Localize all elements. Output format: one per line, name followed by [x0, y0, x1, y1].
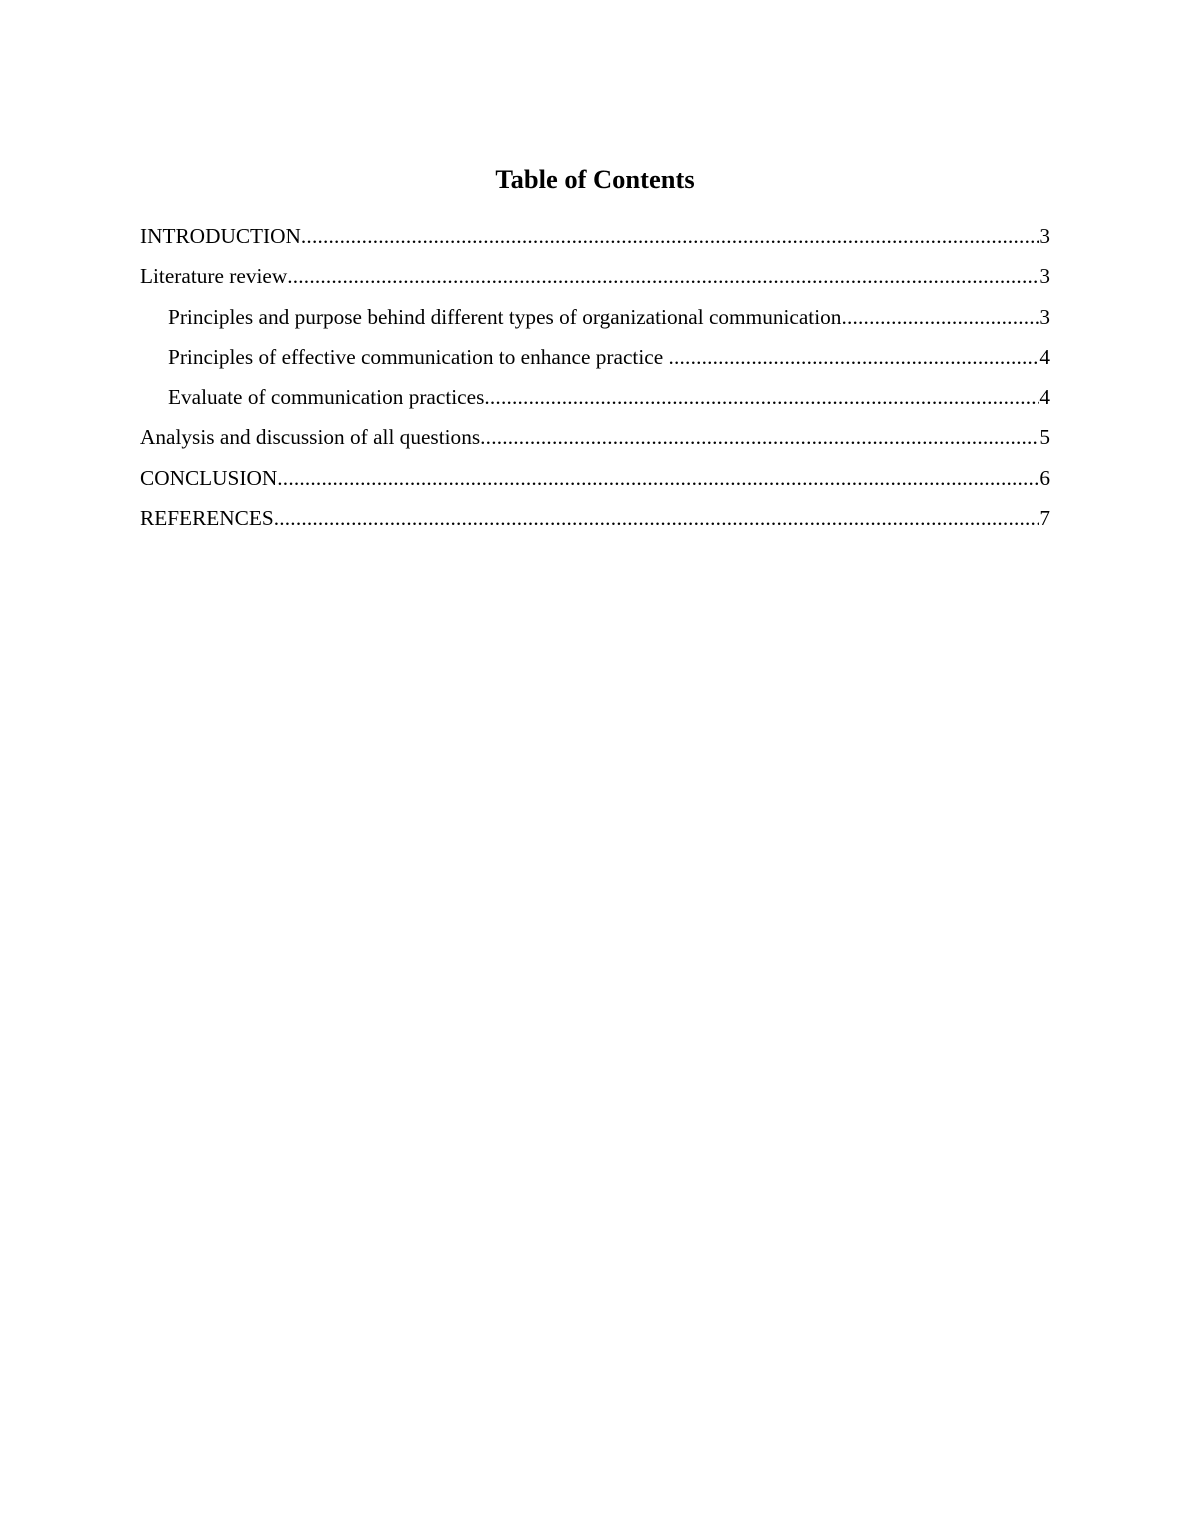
toc-dot-leader [484, 379, 1039, 415]
toc-page-number: 6 [1039, 465, 1050, 490]
toc-dot-leader [668, 339, 1039, 375]
toc-entry-references[interactable] [140, 500, 1050, 540]
toc-entry-principles-effective[interactable] [140, 339, 1050, 379]
toc-dot-leader [274, 500, 1040, 536]
toc-entry-label: Principles of effective communication to enhance practice [168, 344, 669, 369]
toc-entry-label: INTRODUCTION [140, 224, 301, 248]
toc-dot-leader [301, 218, 1039, 254]
toc-list [140, 218, 1050, 540]
toc-entry-label: CONCLUSION [140, 465, 278, 490]
toc-page-number: 5 [1039, 425, 1050, 450]
toc-page-number: 3 [1039, 224, 1050, 248]
toc-page-number: 3 [1039, 304, 1050, 329]
toc-page-number: 7 [1039, 506, 1050, 531]
toc-title: Table of Contents [495, 164, 695, 194]
toc-entry-conclusion[interactable] [140, 460, 1050, 500]
toc-entry-label: Analysis and discussion of all questions [140, 425, 481, 450]
toc-entry-analysis-discussion[interactable] [140, 419, 1050, 459]
toc-entry-evaluate-practices[interactable] [140, 379, 1050, 419]
toc-entry-label: REFERENCES [140, 506, 274, 531]
toc-page-number: 3 [1039, 264, 1050, 289]
toc-entry-principles-purpose[interactable] [140, 299, 1050, 339]
toc-dot-leader [841, 299, 1039, 335]
toc-dot-leader [277, 460, 1039, 496]
toc-entry-label: Literature review [140, 264, 288, 289]
toc-entry-label: Evaluate of communication practices [168, 385, 485, 410]
toc-page-number: 4 [1039, 344, 1050, 369]
toc-entry-literature-review[interactable] [140, 258, 1050, 298]
toc-dot-leader [287, 258, 1039, 294]
toc-page-number: 4 [1039, 385, 1050, 410]
toc-entry-introduction[interactable] [140, 218, 1050, 258]
toc-entry-label: Principles and purpose behind different types of organizational communication [168, 304, 842, 329]
toc-dot-leader [480, 419, 1039, 455]
